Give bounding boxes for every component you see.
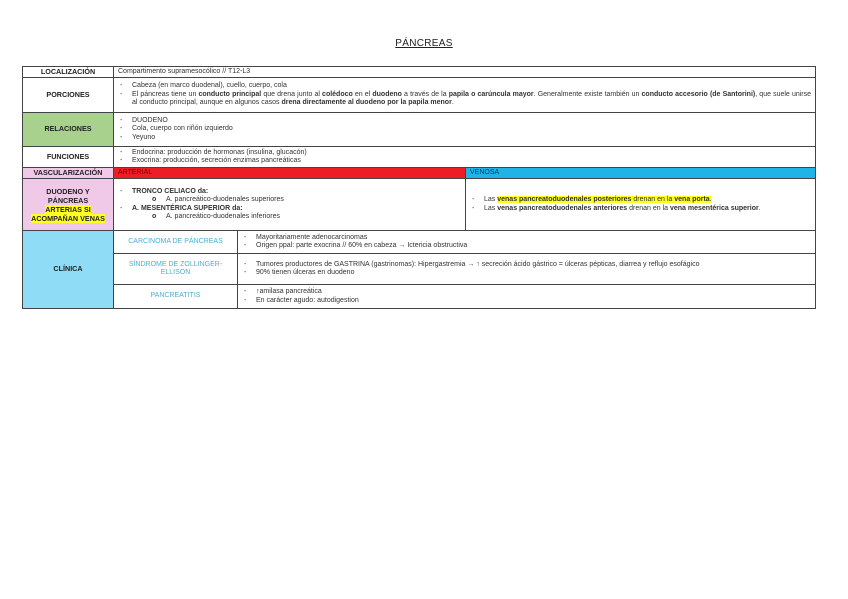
clinica-condition-name: PANCREATITIS xyxy=(114,285,238,309)
vascularizacion-sublabel: DUODENO Y PÁNCREAS xyxy=(46,186,90,205)
venosa-header: VENOSA xyxy=(466,168,816,179)
clinica-condition-content xyxy=(238,285,816,309)
relaciones-item: - Cola, cuerpo con riñón izquierdo xyxy=(118,125,811,133)
localizacion-label: LOCALIZACIÓN xyxy=(23,67,114,78)
clinica-label: CLÍNICA xyxy=(23,231,114,309)
funciones-content xyxy=(114,147,816,168)
row-clinica-carcinoma xyxy=(23,231,816,254)
arterial-content xyxy=(114,179,466,231)
arterial-header: ARTERIAL xyxy=(114,168,466,179)
pancreas-table xyxy=(22,66,816,309)
row-funciones xyxy=(23,147,816,168)
row-clinica-pancreatitis xyxy=(23,285,816,309)
porciones-item: - El páncreas tiene un conducto principal que drena junto al colédoco en el duodeno a través de la papila o carúncula mayor. Generalmente existe también un conducto accesorio (de Santorini), que suele unirse al conducto principal, aunque en algunos casos drena directamente al duodeno por la papila menor. xyxy=(118,91,811,108)
funciones-item: - Endocrina: producción de hormonas (insulina, glucacón) xyxy=(118,149,811,157)
venosa-content xyxy=(466,179,816,231)
funciones-item: - Exocrina: producción, secreción enzimas pancreáticas xyxy=(118,157,811,165)
row-localizacion xyxy=(23,67,816,78)
clinica-item: - ↑amilasa pancreática xyxy=(242,288,811,296)
arterial-branch: o A. pancreático-duodenales inferiores xyxy=(152,213,461,221)
arterial-branch: o A. pancreático-duodenales superiores xyxy=(152,196,461,204)
row-vascularizacion-header xyxy=(23,168,816,179)
porciones-content xyxy=(114,78,816,113)
relaciones-item: - Yeyuno xyxy=(118,134,811,142)
clinica-item: - 90% tienen úlceras en duodeno xyxy=(242,269,811,277)
clinica-condition-content xyxy=(238,254,816,285)
venosa-item: - Las venas pancreatoduodenales anteriores drenan en la vena mesentérica superior. xyxy=(470,205,811,213)
page-title: PÁNCREAS xyxy=(395,38,453,49)
clinica-item: - Mayoritariamente adenocarcinomas xyxy=(242,234,811,242)
vascularizacion-sublabel-cell xyxy=(23,179,114,231)
clinica-condition-name: CARCINOMA DE PÁNCREAS xyxy=(114,231,238,254)
row-porciones xyxy=(23,78,816,113)
porciones-item: - Cabeza (en marco duodenal), cuello, cuerpo, cola xyxy=(118,82,811,90)
vascularizacion-note: ARTERIAS SI ACOMPAÑAN VENAS xyxy=(31,204,105,223)
relaciones-item: - DUODENO xyxy=(118,117,811,125)
arterial-trunk: - TRONCO CELIACO da: o A. pancreático-duodenales superiores xyxy=(118,188,461,205)
porciones-label: PORCIONES xyxy=(23,78,114,113)
row-relaciones xyxy=(23,113,816,147)
vascularizacion-label: VASCULARIZACIÓN xyxy=(23,168,114,179)
localizacion-value: Compartimento supramesocólico // T12-L3 xyxy=(114,67,816,78)
relaciones-label: RELACIONES xyxy=(23,113,114,147)
relaciones-content xyxy=(114,113,816,147)
clinica-item: - En carácter agudo: autodigestion xyxy=(242,297,811,305)
clinica-condition-content xyxy=(238,231,816,254)
clinica-item: - Tumores productores de GASTRINA (gastrinomas): Hipergastremia → ↑ secreción ácido gástrico = úlceras pépticas, diarrea y reflujo esofágico xyxy=(242,261,811,269)
row-vascularizacion-body xyxy=(23,179,816,231)
row-clinica-zollinger xyxy=(23,254,816,285)
venosa-item: - Las venas pancreatoduodenales posteriores drenan en la vena porta. xyxy=(470,196,811,204)
arterial-trunk: - A. MESENTÉRICA SUPERIOR da: o A. pancreático-duodenales inferiores xyxy=(118,205,461,222)
clinica-item: - Origen ppal: parte exocrina // 60% en cabeza → Ictericia obstructiva xyxy=(242,242,811,250)
funciones-label: FUNCIONES xyxy=(23,147,114,168)
clinica-condition-name: SÍNDROME DE ZOLLINGER-ELLISON xyxy=(114,254,238,285)
